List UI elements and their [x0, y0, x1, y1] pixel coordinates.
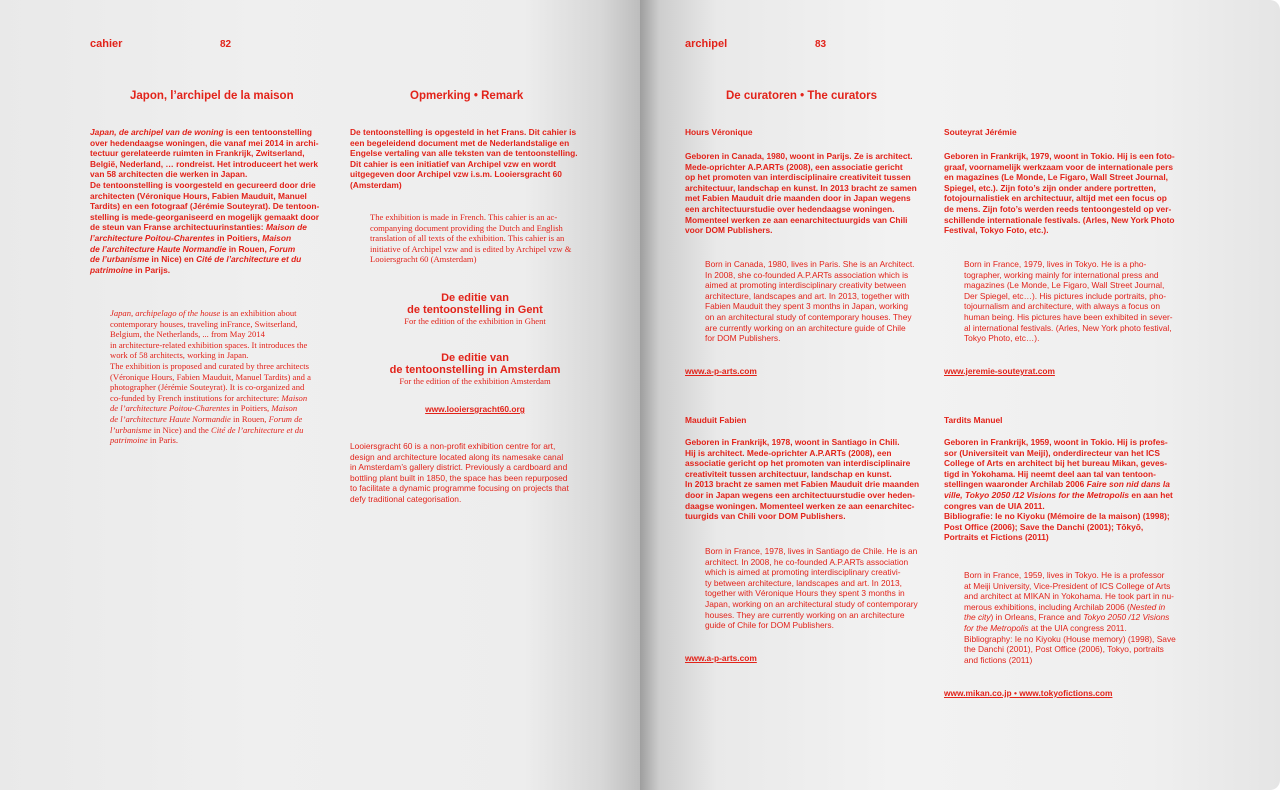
edition-gent-subtitle: For the edition of the exhibition in Ghent	[404, 316, 546, 326]
text-line	[944, 469, 1204, 480]
text-run: de steun van Franse architectuurinstanties:	[90, 222, 266, 233]
edition-amsterdam	[350, 352, 600, 387]
text-line: Japan, working on an architectural study of contemporary	[705, 598, 918, 609]
text-run: (Véronique Hours, Fabien Mauduit, Manuel Tardits) and a	[110, 371, 311, 382]
text-run: Born in France, 1959, lives in Tokyo. He is a professor	[964, 570, 1165, 580]
text-line	[944, 490, 1204, 501]
text-run: contemporary houses, traveling inFrance, Switserland,	[110, 318, 298, 329]
curator-name-mauduit: Mauduit Fabien	[685, 415, 747, 425]
text-line	[90, 265, 340, 276]
col1-heading: Japon, l’archipel de la maison	[130, 90, 294, 102]
curator-name-hours: Hours Véronique	[685, 127, 753, 137]
text-line: design and architecture located along its namesake canal	[350, 451, 564, 462]
text-line	[964, 581, 1204, 592]
text-line	[110, 393, 350, 404]
curator-mauduit-english	[705, 546, 945, 631]
text-run: de l’architecture Poitou-Charentes	[110, 403, 230, 414]
text-line: Spiegel, etc.). Zijn foto’s zijn onder andere portretten,	[944, 182, 1156, 193]
text-run: Cité de l’architecture et du	[196, 254, 302, 265]
text-run: is een tentoonstelling	[223, 127, 312, 137]
text-run: ville, Tokyo 2050 /12 Visions for the Metropolis	[944, 489, 1130, 500]
text-line: Geboren in Frankrijk, 1978, woont in Santiago in Chili.	[685, 437, 900, 447]
edition-gent-title-1: De editie van	[441, 292, 509, 304]
text-line	[90, 148, 340, 159]
text-line	[964, 644, 1204, 655]
text-line	[964, 634, 1204, 645]
text-line: associatie gericht op het promoten van interdisciplinaire	[685, 458, 911, 469]
text-line: ty between architecture, landscapes and art. In 2013,	[705, 577, 902, 588]
text-line	[944, 437, 1204, 448]
text-run: l’architecture Poitou-Charentes	[90, 232, 215, 243]
text-run: at Meiji University, Vice-President of ICS College of Arts	[964, 580, 1171, 591]
text-line: fotojournalistiek en architectuur, altijd met een focus op	[944, 193, 1167, 204]
text-run: de l’architecture Haute Normandie	[90, 243, 227, 254]
text-run: Nested in	[1129, 601, 1166, 612]
text-line	[90, 233, 340, 244]
text-run: College of Arts en architect bij het bureau Mikan, geves-	[944, 458, 1168, 469]
text-run: over hedendaagse woningen, die vanaf mei 2014 in archi-	[90, 137, 319, 148]
text-line: uitgegeven door Archipel vzw i.s.m. Looiersgracht 60	[350, 169, 562, 180]
text-line: bottling plant built in 1850, the space has been repurposed	[350, 472, 568, 483]
text-run: Cité de l’architecture et du	[210, 424, 304, 435]
text-run: congres van de UIA 2011.	[944, 500, 1045, 511]
text-line: de mens. Zijn foto’s werden reeds tentoongesteld op ver-	[944, 203, 1172, 214]
text-line: een architectuurstudie over hedendaagse woningen.	[685, 203, 895, 214]
text-line	[110, 340, 350, 351]
curator-mauduit-link[interactable]: www.a-p-arts.com	[685, 653, 757, 663]
curator-tardits-english	[964, 570, 1204, 665]
text-run: stellingen waaronder Archilab 2006	[944, 479, 1087, 490]
text-line: Geboren in Canada, 1980, woont in Parijs. Ze is architect.	[685, 151, 913, 161]
text-run: Bibliografie: Ie no Kiyoku (Mémoire de la maison) (1998);	[944, 511, 1170, 522]
text-run: the Danchi (2001), Post Office (2006), Tokyo, portraits	[964, 644, 1164, 655]
text-line	[90, 169, 340, 180]
text-line: architect. In 2008, he co-founded A.P.ARTs association	[705, 556, 909, 567]
text-line: human being. His pictures have been exhibited in sever-	[964, 311, 1173, 322]
text-run: Maison	[271, 403, 298, 414]
text-run: patrimoine	[90, 264, 133, 275]
text-run: architecten (Véronique Hours, Fabien Mauduit, Manuel	[90, 190, 307, 201]
text-line: Looiersgracht 60 is a non-profit exhibition centre for art,	[350, 441, 556, 451]
text-line: en magazines (Le Monde, Le Figaro, Wall Street Journal,	[944, 172, 1168, 183]
text-line: tographer, working mainly for international press and	[964, 269, 1159, 280]
text-run: in Paris.	[147, 435, 179, 446]
text-run: Maison	[281, 392, 308, 403]
text-run: in Poitiers,	[229, 403, 272, 414]
text-run: work of 58 architects, working in Japan.	[110, 350, 249, 361]
text-line	[110, 361, 350, 372]
col2-heading: Opmerking • Remark	[410, 90, 524, 102]
text-run: Tardits) en een fotograaf (Jérémie Souteyrat). De tentoon-	[90, 201, 320, 212]
text-line: Dit cahier is een initiatief van Archipel vzw en wordt	[350, 158, 556, 169]
running-head-left: cahier	[90, 38, 123, 50]
text-line: door in Japan wegens een architectuurstudie over heden-	[685, 489, 915, 500]
text-run: Japan, de archipel van de woning	[90, 127, 224, 137]
text-line: which is aimed at promoting interdisciplinary creativi-	[705, 567, 901, 578]
text-run: sor (Universiteit van Meiji), onderdirecteur van het ICS	[944, 447, 1160, 458]
text-run: in Rouen,	[226, 243, 270, 254]
text-line	[944, 532, 1204, 543]
text-run: Portraits et Fictions (2011)	[944, 532, 1049, 543]
text-line	[110, 425, 350, 436]
text-line: are currently working on an architecture guide of Chile	[705, 322, 906, 333]
text-line	[90, 191, 340, 202]
text-line	[964, 591, 1204, 602]
text-run: ) in Orleans, France and	[990, 612, 1084, 623]
text-line: Tokyo Photo, etc…).	[964, 333, 1040, 344]
curator-souteyrat-link[interactable]: www.jeremie-souteyrat.com	[944, 366, 1055, 376]
text-line	[944, 479, 1204, 490]
text-run: in architecture-related exhibition spaces. It introduces the	[110, 339, 308, 350]
edition-gent-title-2: de tentoonstelling in Gent	[407, 304, 543, 316]
text-line: Born in France, 1978, lives in Santiago de Chile. He is an	[705, 546, 918, 556]
text-line	[944, 501, 1204, 512]
text-line: schillende internationale festivals. (Arles, New York Photo	[944, 214, 1175, 225]
text-line: Mede-oprichter A.P.ARTs (2008), een associatie gericht	[685, 161, 903, 172]
text-run: Forum	[269, 243, 296, 254]
text-line	[964, 602, 1204, 613]
text-line	[110, 435, 350, 446]
col2-english-text	[370, 212, 610, 265]
edition-gent	[350, 292, 600, 327]
edition-amsterdam-title-2: de tentoonstelling in Amsterdam	[389, 364, 561, 376]
text-run: for the Metropolis	[964, 622, 1029, 633]
text-line: graaf, voornamelijk werkzaam voor de internationale pers	[944, 161, 1173, 172]
curator-name-souteyrat: Souteyrat Jérémie	[944, 127, 1017, 137]
text-run: in Nice) en	[149, 254, 197, 265]
text-line	[964, 623, 1204, 634]
text-line: architectuur, landschap en kunst. In 2013 bracht ze samen	[685, 182, 917, 193]
text-run: tigd in Yokohama. Hij neemt deel aan tal van tentoon-	[944, 468, 1156, 479]
text-line: al international festivals. (Arles, New York photo festival,	[964, 322, 1172, 333]
curator-hours-link[interactable]: www.a-p-arts.com	[685, 366, 757, 376]
edition-amsterdam-title-1: De editie van	[441, 352, 509, 364]
text-run: Tokyo 2050 /12 Visions	[1083, 612, 1170, 623]
col2-dutch-text	[350, 127, 610, 191]
text-run: Post Office (2006); Save the Danchi (2001); Tōkyō,	[944, 521, 1144, 532]
edition-amsterdam-subtitle: For the edition of the exhibition Amsterdam	[399, 376, 551, 386]
text-line: In 2008, she co-founded A.P.ARTs association which is	[705, 269, 909, 280]
text-run: merous exhibitions, including Archilab 2006 (	[964, 601, 1130, 612]
curator-tardits-link[interactable]: www.mikan.co.jp • www.tokyofictions.com	[944, 688, 1113, 698]
text-run: Japan, archipelago of the house	[110, 308, 221, 318]
page-number-right: 83	[815, 39, 827, 50]
text-line: companying document providing the Dutch and English	[370, 222, 563, 233]
text-line	[944, 511, 1204, 522]
text-run: in Poitiers,	[214, 232, 263, 243]
text-run: België, Nederland, … rondreist. Het introduceert het werk	[90, 158, 319, 169]
curator-hours-dutch	[685, 151, 935, 236]
text-line: in Amsterdam’s gallery district. Previously a cardboard and	[350, 462, 568, 473]
text-line: on an architectural study of contemporary houses. They	[705, 311, 912, 322]
text-line: voor DOM Publishers.	[685, 225, 773, 236]
text-line: Born in Canada, 1980, lives in Paris. She is an Architect.	[705, 259, 915, 269]
text-run: patrimoine	[110, 435, 148, 446]
text-run: de l’urbanisme	[90, 254, 150, 265]
text-line	[110, 372, 350, 383]
text-line: for DOM Publishers.	[705, 333, 781, 344]
text-run: The exhibition is proposed and curated by three architects	[110, 360, 310, 371]
text-line: to facilitate a dynamic programme focusing on projects that	[350, 483, 569, 494]
text-run: Maison de	[265, 222, 307, 233]
text-line	[110, 319, 350, 330]
text-run: photographer (Jérémie Souteyrat). It is co-organized and	[110, 382, 305, 393]
text-line	[90, 254, 340, 265]
text-line	[90, 201, 340, 212]
text-run: in Nice) and the	[151, 424, 211, 435]
text-line: met Fabien Mauduit drie maanden door in Japan wegens	[685, 193, 911, 204]
text-run: is an exhibition about	[220, 308, 297, 318]
text-line	[944, 522, 1204, 533]
col1-dutch-text	[90, 127, 340, 275]
text-line	[90, 212, 340, 223]
text-line: Fabien Mauduit they spent 3 months in Japan, working	[705, 301, 908, 312]
text-line	[944, 458, 1204, 469]
looiersgracht-about	[350, 441, 612, 505]
text-run: en aan het	[1129, 489, 1173, 500]
text-run: in Parijs.	[132, 264, 171, 275]
text-line: guide of Chile for DOM Publishers.	[705, 620, 834, 631]
text-line	[90, 244, 340, 255]
text-line	[964, 570, 1204, 581]
text-line	[90, 159, 340, 170]
text-run: stelling is mede-georganiseerd en mogelijk gemaakt door	[90, 211, 319, 222]
text-run: Belgium, the Netherlands, ... from May 2014	[110, 329, 265, 340]
text-line: daagse woningen. Momenteel werken ze aan eenarchitec-	[685, 500, 915, 511]
text-line: tuurgids van Chili voor DOM Publishers.	[685, 511, 846, 522]
curator-souteyrat-dutch	[944, 151, 1204, 236]
text-run: Faire son nid dans la	[1086, 479, 1170, 490]
text-line	[110, 414, 350, 425]
text-run: de l’architecture Haute Normandie	[110, 413, 231, 424]
text-run: and fictions (2011)	[964, 654, 1033, 665]
text-line: (Amsterdam)	[350, 179, 402, 190]
text-run: Forum de	[268, 413, 303, 424]
curator-hours-english	[705, 259, 945, 344]
text-run: van 58 architecten die werken in Japan.	[90, 169, 248, 180]
text-line	[964, 612, 1204, 623]
text-line	[944, 448, 1204, 459]
text-line: Looiersgracht 60 (Amsterdam)	[370, 254, 477, 265]
text-line	[90, 138, 340, 149]
page-number-left: 82	[220, 39, 232, 50]
text-line: Momenteel werken ze aan eenarchitectuurgids van Chili	[685, 214, 908, 225]
text-line	[110, 329, 350, 340]
text-line: op het promoten van interdisciplinaire creativiteit tussen	[685, 172, 911, 183]
text-line: Hij is architect. Mede-oprichter A.P.ARTs (2008), een	[685, 447, 892, 458]
text-line	[110, 350, 350, 361]
text-line: Der Spiegel, etc…). His pictures include portraits, pho-	[964, 290, 1167, 301]
text-line: Born in France, 1979, lives in Tokyo. He is a pho-	[964, 259, 1147, 269]
text-run: tectuur gerelateerde ruimten in Frankrijk, Zwitserland,	[90, 148, 305, 159]
text-run: Maison	[262, 232, 292, 243]
text-line: De tentoonstelling is opgesteld in het Frans. Dit cahier is	[350, 127, 577, 137]
text-line: tojournalism and architecture, with always a focus on	[964, 301, 1160, 312]
text-line	[90, 180, 340, 191]
right-page	[640, 0, 1280, 790]
text-line: In 2013 bracht ze samen met Fabien Mauduit drie maanden	[685, 479, 920, 490]
curator-name-tardits: Tardits Manuel	[944, 415, 1003, 425]
text-line: architecture, landscapes and art. In 2013, together with	[705, 290, 910, 301]
text-line	[110, 308, 350, 319]
text-line: Geboren in Frankrijk, 1979, woont in Tokio. Hij is een foto-	[944, 151, 1175, 161]
text-line	[964, 655, 1204, 666]
text-run: co-funded by French institutions for architecture:	[110, 392, 282, 403]
text-line: together with Véronique Hours they spent 3 months in	[705, 588, 905, 599]
col1-english-text	[110, 308, 350, 446]
text-run: l’urbanisme	[110, 424, 152, 435]
text-run: De tentoonstelling is voorgesteld en gecureerd door drie	[90, 179, 316, 190]
text-run: and architect at MIKAN in Yokohama. He took part in nu-	[964, 591, 1174, 602]
text-line: houses. They are currently working on an architecture	[705, 609, 905, 620]
curators-heading: De curatoren • The curators	[726, 90, 878, 102]
text-run: Bibliography: Ie no Kiyoku (House memory) (1998), Save	[964, 633, 1176, 644]
text-line: creativiteit tussen architectuur, landschap en kunst.	[685, 468, 892, 479]
text-line: een begeleidend document met de Nederlandstalige en	[350, 137, 570, 148]
text-line: defy traditional categorisation.	[350, 493, 462, 504]
text-line	[90, 222, 340, 233]
running-head-right: archipel	[685, 38, 728, 50]
text-line	[110, 403, 350, 414]
text-run: in Rouen,	[230, 413, 269, 424]
text-run: the city	[964, 612, 991, 623]
text-line: Festival, Tokyo Foto, etc.).	[944, 225, 1049, 236]
curator-mauduit-dutch	[685, 437, 935, 522]
text-line: initiative of Archipel vzw and is edited by Archipel vzw &	[370, 243, 572, 254]
curator-souteyrat-english	[964, 259, 1204, 344]
text-line: magazines (Le Monde, Le Figaro, Wall Street Journal,	[964, 280, 1165, 291]
text-line: The exhibition is made in French. This cahier is an ac-	[370, 212, 558, 222]
curator-tardits-dutch	[944, 437, 1204, 543]
text-line	[110, 382, 350, 393]
text-run: Geboren in Frankrijk, 1959, woont in Tokio. Hij is profes-	[944, 437, 1168, 447]
text-run: at the UIA congress 2011.	[1028, 622, 1127, 633]
text-line: aimed at promoting interdisciplinary creativity between	[705, 280, 907, 291]
looiersgracht-link[interactable]: www.looiersgracht60.org	[425, 404, 525, 414]
text-line: translation of all texts of the exhibition. This cahier is an	[370, 233, 565, 244]
text-line	[90, 127, 340, 138]
text-line: Engelse vertaling van alle teksten van de tentoonstelling.	[350, 148, 578, 159]
